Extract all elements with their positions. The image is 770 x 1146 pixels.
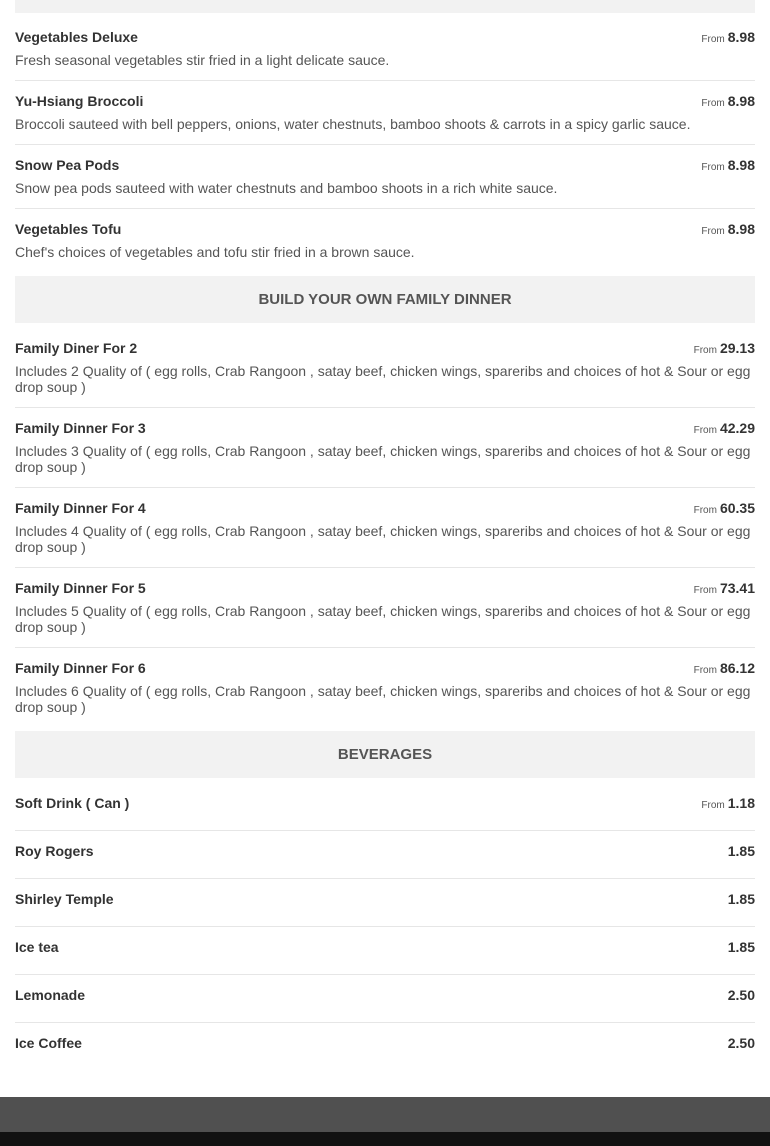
price-value: 1.85 [727, 891, 755, 907]
menu-item-family-dinner-6[interactable] [15, 660, 755, 716]
menu-item-shirley-temple[interactable] [15, 891, 755, 915]
from-label: From [693, 665, 717, 676]
section-header-partial [15, 0, 755, 13]
price-value: 42.29 [719, 420, 755, 436]
menu-item-vegetables-deluxe[interactable] [15, 29, 755, 69]
menu-item-lemonade[interactable] [15, 987, 755, 1011]
price-value: 8.98 [727, 221, 755, 237]
item-price [694, 580, 755, 599]
section-header-beverages: BEVERAGES [15, 731, 755, 778]
item-price [728, 987, 755, 1003]
item-name: Family Dinner For 6 [15, 660, 146, 676]
menu-item-ice-coffee[interactable] [15, 1035, 755, 1059]
divider [15, 567, 755, 568]
item-name: Lemonade [15, 987, 86, 1003]
footer-bottom-bar [0, 1132, 770, 1146]
item-name: Soft Drink ( Can ) [15, 795, 130, 811]
item-price [701, 93, 755, 112]
item-price [701, 157, 755, 176]
menu-item-family-dinner-5[interactable] [15, 580, 755, 636]
price-value: 60.35 [719, 500, 755, 516]
divider [15, 974, 755, 975]
item-description: Chef's choices of vegetables and tofu stir fried in a brown sauce. [15, 244, 415, 260]
menu-item-family-dinner-3[interactable] [15, 420, 755, 476]
divider [15, 407, 755, 408]
divider [15, 1022, 755, 1023]
item-description: Snow pea pods sauteed with water chestnuts and bamboo shoots in a rich white sauce. [15, 180, 558, 196]
item-name: Yu-Hsiang Broccoli [15, 93, 144, 109]
menu-item-roy-rogers[interactable] [15, 843, 755, 867]
item-price [728, 843, 755, 859]
item-name: Ice Coffee [15, 1035, 82, 1051]
item-price [694, 420, 755, 439]
divider [15, 144, 755, 145]
from-label: From [701, 226, 725, 237]
price-value: 2.50 [727, 1035, 755, 1051]
price-value: 8.98 [727, 157, 755, 173]
item-price [701, 29, 755, 48]
price-value: 1.85 [727, 843, 755, 859]
from-label: From [693, 585, 717, 596]
item-name: Shirley Temple [15, 891, 114, 907]
item-name: Ice tea [15, 939, 59, 955]
menu-item-soft-drink[interactable] [15, 795, 755, 819]
divider [15, 487, 755, 488]
from-label: From [701, 98, 725, 109]
item-description: Fresh seasonal vegetables stir fried in a light delicate sauce. [15, 52, 390, 68]
menu-item-ice-tea[interactable] [15, 939, 755, 963]
menu-item-yu-hsiang-broccoli[interactable] [15, 93, 755, 133]
from-label: From [693, 505, 717, 516]
section-header-family-dinner: BUILD YOUR OWN FAMILY DINNER [15, 276, 755, 323]
item-price [701, 221, 755, 240]
item-name: Family Diner For 2 [15, 340, 138, 356]
divider [15, 80, 755, 81]
divider [15, 830, 755, 831]
price-value: 1.18 [727, 795, 755, 811]
item-price [694, 500, 755, 519]
item-description: Includes 6 Quality of ( egg rolls, Crab Rangoon , satay beef, chicken wings, spareribs and choices of hot & Sour or egg drop soup ) [15, 683, 751, 715]
item-price [728, 891, 755, 907]
divider [15, 647, 755, 648]
from-label: From [693, 345, 717, 356]
price-value: 8.98 [727, 93, 755, 109]
divider [15, 878, 755, 879]
item-price [701, 795, 755, 814]
item-name: Family Dinner For 4 [15, 500, 146, 516]
price-value: 73.41 [719, 580, 755, 596]
price-value: 29.13 [719, 340, 755, 356]
item-name: Snow Pea Pods [15, 157, 120, 173]
from-label: From [701, 800, 725, 811]
from-label: From [701, 162, 725, 173]
divider [15, 926, 755, 927]
item-price [694, 340, 755, 359]
item-description: Includes 3 Quality of ( egg rolls, Crab Rangoon , satay beef, chicken wings, spareribs and choices of hot & Sour or egg drop soup ) [15, 443, 751, 475]
menu-item-family-dinner-2[interactable] [15, 340, 755, 396]
item-price [694, 660, 755, 679]
menu-item-family-dinner-4[interactable] [15, 500, 755, 556]
price-value: 8.98 [727, 29, 755, 45]
item-description: Includes 4 Quality of ( egg rolls, Crab Rangoon , satay beef, chicken wings, spareribs and choices of hot & Sour or egg drop soup ) [15, 523, 751, 555]
item-description: Includes 2 Quality of ( egg rolls, Crab Rangoon , satay beef, chicken wings, spareribs and choices of hot & Sour or egg drop soup ) [15, 363, 751, 395]
item-name: Roy Rogers [15, 843, 94, 859]
item-price [728, 1035, 755, 1051]
menu-item-vegetables-tofu[interactable] [15, 221, 755, 261]
price-value: 86.12 [719, 660, 755, 676]
footer-bar [0, 1097, 770, 1132]
from-label: From [701, 34, 725, 45]
divider [15, 208, 755, 209]
item-description: Includes 5 Quality of ( egg rolls, Crab Rangoon , satay beef, chicken wings, spareribs and choices of hot & Sour or egg drop soup ) [15, 603, 751, 635]
item-name: Vegetables Tofu [15, 221, 122, 237]
price-value: 2.50 [727, 987, 755, 1003]
price-value: 1.85 [727, 939, 755, 955]
item-name: Family Dinner For 3 [15, 420, 146, 436]
item-price [728, 939, 755, 955]
item-description: Broccoli sauteed with bell peppers, onions, water chestnuts, bamboo shoots & carrots in a spicy garlic sauce. [15, 116, 691, 132]
item-name: Vegetables Deluxe [15, 29, 138, 45]
menu-item-snow-pea-pods[interactable] [15, 157, 755, 197]
from-label: From [693, 425, 717, 436]
item-name: Family Dinner For 5 [15, 580, 146, 596]
